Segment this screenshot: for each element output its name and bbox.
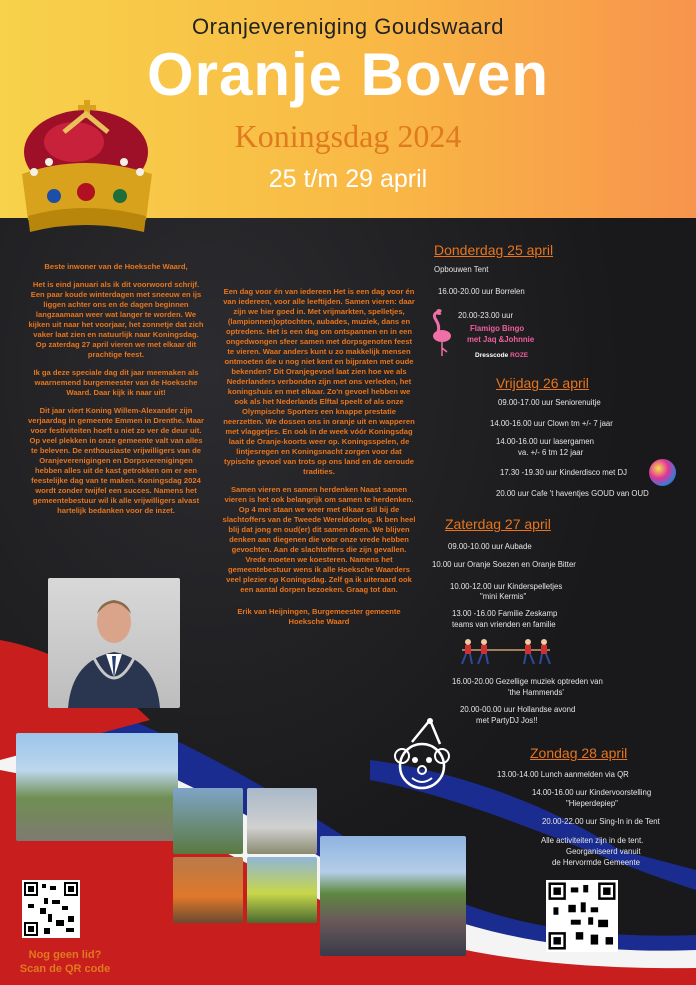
organization-name: Oranjevereniging Goudswaard [192, 14, 504, 39]
letter-paragraph: Dit jaar viert Koning Willem-Alexander zijn verjaardag in gemeente Emmen in Drenthe. Maar voor festiviteiten hoeft u niet zo ver de deur uit. Op veel plekken in onze gemeente valt van alles te beleven. De enthousiaste vrijwilligers van de Oranjeverenigingen en Dorpsverenigingen hebben alles uit de kast getrokken om er een feestelijke dag van te maken. Koningsdag 2024 wordt zonder twijfel een succes. Namens het gemeentebestuur wil ik alle vrijwilligers alvast hartelijk bedanken voor de inzet. [28, 406, 204, 516]
sunday-item: "Hieperdepiep" [566, 799, 618, 808]
clown-icon [390, 718, 456, 794]
cta-line-1: Nog geen lid? [28, 949, 102, 961]
saturday-heading: Zaterdag 27 april [445, 516, 551, 532]
sunday-heading: Zondag 28 april [530, 745, 628, 761]
saturday-item: 'the Hammends' [508, 688, 564, 697]
saturday-item: teams van vrienden en familie [452, 620, 556, 629]
saturday-item: "mini Kermis" [480, 592, 527, 601]
letter-signature: Erik van Heijningen, Burgemeester gemeente Hoeksche Waard [237, 607, 401, 627]
sunday-item: 13.00-14.00 Lunch aanmelden via QR [497, 770, 629, 779]
friday-item: 20.00 uur Cafe 't haventjes GOUD van OUD [496, 489, 649, 498]
bingo-title: Flamigo Bingo [470, 324, 525, 333]
event-photo-volunteers [247, 788, 317, 854]
letter-column-1 [28, 262, 204, 524]
letter-paragraph: Ik ga deze speciale dag dit jaar meemaken als waarnemend burgemeester van de Hoeksche Waard. Daar kijk ik naar uit! [33, 368, 199, 398]
cta-line-2: Scan de QR code [19, 962, 111, 975]
dresscode [475, 352, 528, 361]
sunday-item: de Hervormde Gemeente [552, 858, 640, 867]
saturday-item: 09.00-10.00 uur Aubade [448, 542, 532, 551]
thursday-heading: Donderdag 25 april [434, 242, 554, 258]
saturday-item: 16.00-20.00 Gezellige muziek optreden van [452, 677, 603, 686]
sunday-item: 20.00-22.00 uur Sing-In in de Tent [542, 817, 660, 826]
sunday-item: Alle activiteiten zijn in de tent. [541, 836, 644, 845]
tug-of-war-icon [458, 636, 554, 666]
flamingo-icon [430, 308, 456, 358]
saturday-item: 13.00 -16.00 Familie Zeskamp [452, 609, 558, 618]
bingo-hosts: met Jaq &Johnnie [467, 335, 535, 344]
event-dates: 25 t/m 29 april [268, 165, 428, 193]
sunday-item: 14.00-16.00 uur Kindervoorstelling [532, 788, 652, 797]
poster-subtitle: Koningsdag 2024 [234, 118, 462, 154]
crown-icon [4, 92, 164, 242]
letter-paragraph: Het is eind januari als ik dit voorwoord schrijf. Een paar koude winterdagen met sneeuw en ijs liggen achter ons en de dagen beginnen langzaamaan weer wat langer te worden. We kijken uit naar het voorjaar, het zonnetje dat zich vaker laat zien en natuurlijk naar Koningsdag. Op zaterdag 27 april vieren we met elkaar dit prachtige feest. [28, 280, 204, 360]
saturday-item: 10.00 uur Oranje Soezen en Oranje Bitter [432, 560, 576, 569]
dresscode-label: Dresscode [475, 352, 509, 359]
thursday-item: 20.00-23.00 uur [458, 311, 514, 320]
thursday-item: Opbouwen Tent [434, 265, 489, 274]
friday-item: va. +/- 6 tm 12 jaar [518, 448, 584, 457]
letter-column-2 [222, 287, 416, 636]
event-photo-crowd [320, 836, 466, 956]
poster-title: Oranje Boven [146, 41, 550, 108]
friday-item: 17.30 -19.30 uur Kinderdisco met DJ [500, 468, 627, 477]
saturday-item: 20.00-00.00 uur Hollandse avond [460, 705, 576, 714]
event-photo-games [173, 788, 243, 854]
friday-item: 14.00-16.00 uur Clown tm +/- 7 jaar [490, 419, 613, 428]
disco-ball-icon [649, 459, 676, 486]
event-photo-kids [173, 857, 243, 923]
qr-code-membership[interactable] [22, 880, 80, 938]
saturday-item: 10.00-12.00 uur Kinderspelletjes [450, 582, 563, 591]
membership-call-to-action [10, 949, 120, 977]
qr-code-lunch[interactable] [546, 880, 618, 952]
friday-heading: Vrijdag 26 april [496, 375, 589, 391]
letter-paragraph: Beste inwoner van de Hoeksche Waard, [44, 262, 188, 271]
letter-paragraph: Samen vieren en samen herdenken Naast samen vieren is het ook belangrijk om samen te herdenken. Op 4 mei staan we weer met elkaar stil bij de slachtoffers van de Tweede Wereldoorlog. Ik ben heel blij dat jong en oud(er) dit samen doen. We blijven denken aan diegenen die voor onze vrede hebben gevochten. Aan de slachtoffers die zijn gevallen. Vrede moeten we koesteren. Namens het gemeentebestuur wens ik alle Hoeksche Waarders veel plezier op Koningsdag. Zelf ga ik uiteraard ook een aantal dorpen bezoeken. Graag tot dan. [222, 485, 416, 595]
dresscode-value: ROZE [510, 352, 529, 359]
thursday-item: 16.00-20.00 uur Borrelen [438, 287, 525, 296]
mayor-portrait [48, 578, 180, 708]
event-photo-tent [16, 733, 178, 841]
letter-paragraph: Een dag voor én van iedereen Het is een dag voor én van iedereen, voor alle leeftijden. Samen vieren: daar zijn we hier goed in. Met vrijmarkten, spelletjes, (lampionnen)optochten, aubades, muziek, dans en optredens. Het is een dag om ontspannen en in een ongedwongen sfeer samen met dorpsgenoten feest te vieren. Waar anders kunt u zo makkelijk mensen ontmoeten die u nog niet kent en bijpraten met oude bekenden? Dit Oranjegevoel laat zien hoe we als Nederlanders verbonden zijn met ons verleden, het koningshuis en met elkaar. Zo'n gevoel hebben we ook als het Nederlands Elftal speelt of als onze Olympische Sporters een knappe prestatie neerzetten. We dossen ons in oranje uit en wapperen met vlaggetjes. En ook in de week vóór Koningsdag laait de Oranje-koorts weer op. Koningsspelen, de lintjesregen en Koningsnacht zorgen voor dat typische gevoel van trots op ons land en de oeroude tradities. [223, 287, 415, 477]
friday-item: 09.00-17.00 uur Seniorenuitje [498, 398, 601, 407]
saturday-item: met PartyDJ Jos!! [476, 716, 538, 725]
friday-item: 14.00-16.00 uur lasergamen [496, 437, 594, 446]
event-photo-team [247, 857, 317, 923]
sunday-item: Georganiseerd vanuit [566, 847, 641, 856]
